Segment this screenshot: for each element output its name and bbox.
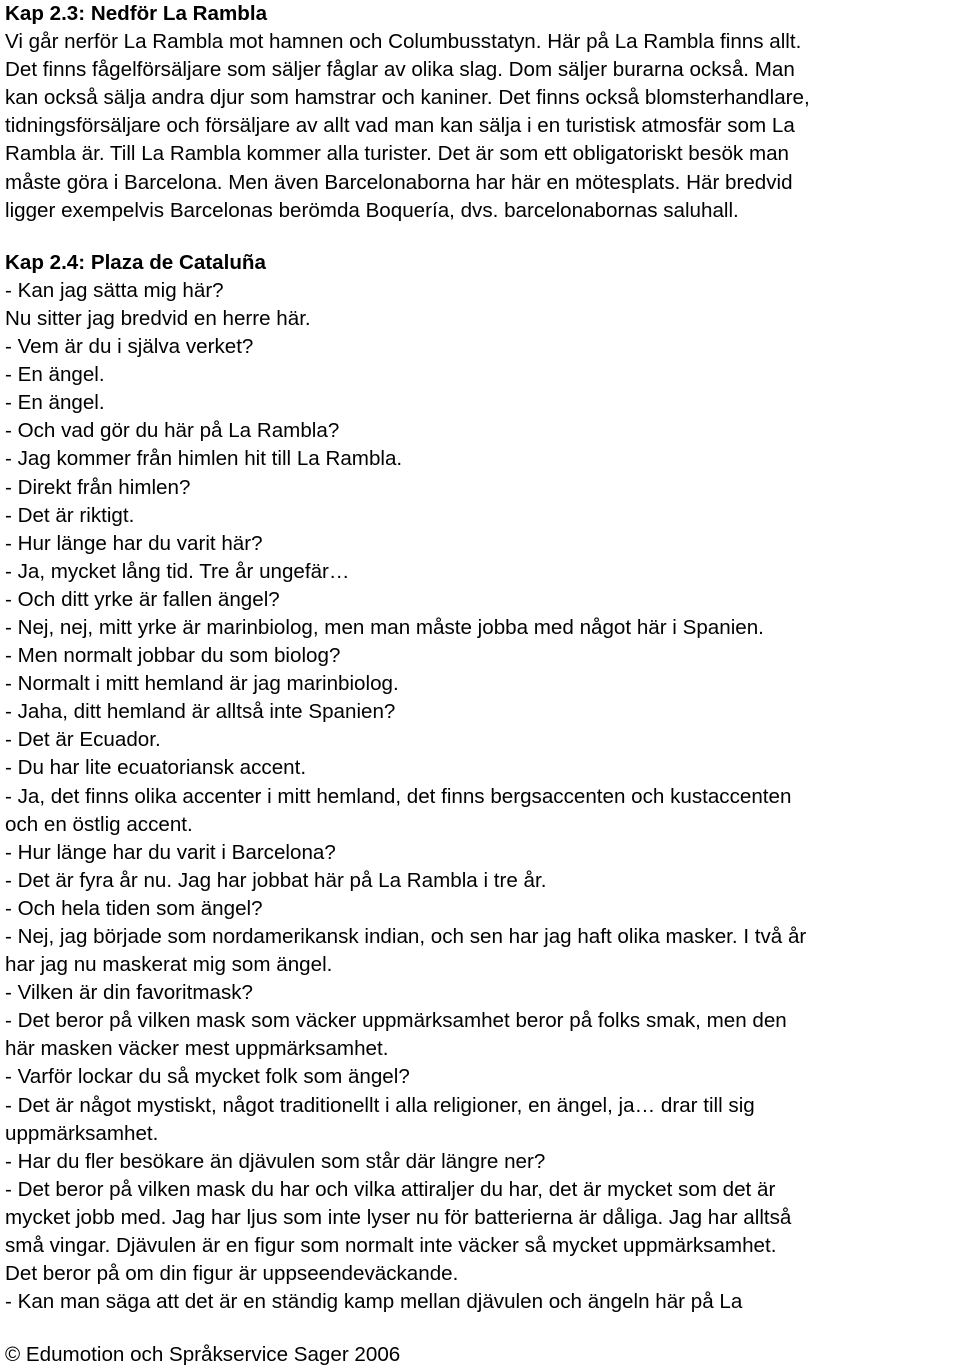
paragraph-line: Rambla är. Till La Rambla kommer alla turister. Det är som ett obligatoriskt besök man bbox=[5, 142, 790, 166]
dialogue-line: - Och vad gör du här på La Rambla? bbox=[5, 419, 340, 443]
document-page bbox=[5, 0, 955, 1316]
dialogue-line: - Du har lite ecuatoriansk accent. bbox=[5, 756, 307, 780]
dialogue-line: - Hur länge har du varit i Barcelona? bbox=[5, 840, 336, 864]
dialogue-line: - Och ditt yrke är fallen ängel? bbox=[5, 587, 280, 611]
dialogue-body-kap-2-4 bbox=[5, 277, 955, 1316]
dialogue-line: - Kan jag sätta mig här? bbox=[5, 278, 224, 302]
dialogue-line: - Det beror på vilken mask som väcker uppmärksamhet beror på folks smak, men den bbox=[5, 1009, 787, 1033]
dialogue-line: - Normalt i mitt hemland är jag marinbiolog. bbox=[5, 672, 399, 696]
paragraph-line: kan också sälja andra djur som hamstrar och kaniner. Det finns också blomsterhandlare, bbox=[5, 86, 810, 110]
dialogue-line: - Kan man säga att det är en ständig kamp mellan djävulen och ängeln här på La bbox=[5, 1290, 743, 1314]
dialogue-line: uppmärksamhet. bbox=[5, 1121, 159, 1145]
section-heading-kap-2-3: Kap 2.3: Nedför La Rambla bbox=[5, 2, 268, 25]
dialogue-line: - Jag kommer från himlen hit till La Rambla. bbox=[5, 447, 403, 471]
dialogue-line: - Ja, det finns olika accenter i mitt hemland, det finns bergsaccenten och kustaccenten bbox=[5, 784, 792, 808]
section-heading-kap-2-4: Kap 2.4: Plaza de Cataluña bbox=[5, 250, 266, 274]
dialogue-line: - Hur länge har du varit här? bbox=[5, 531, 263, 555]
dialogue-line: - Det är riktigt. bbox=[5, 503, 135, 527]
dialogue-line: - Nej, nej, mitt yrke är marinbiolog, men man måste jobba med något här i Spanien. bbox=[5, 615, 764, 639]
dialogue-line: - En ängel. bbox=[5, 363, 105, 387]
dialogue-line: här masken väcker mest uppmärksamhet. bbox=[5, 1037, 389, 1061]
dialogue-line: Det beror på om din figur är uppseendeväckande. bbox=[5, 1262, 459, 1286]
dialogue-line: små vingar. Djävulen är en figur som normalt inte väcker så mycket uppmärksamhet. bbox=[5, 1234, 777, 1258]
dialogue-line: Nu sitter jag bredvid en herre här. bbox=[5, 306, 311, 330]
dialogue-line: - Har du fler besökare än djävulen som står där längre ner? bbox=[5, 1149, 546, 1173]
dialogue-line: - Vilken är din favoritmask? bbox=[5, 981, 253, 1005]
dialogue-line: - Ja, mycket lång tid. Tre år ungefär… bbox=[5, 559, 350, 583]
dialogue-line: och en östlig accent. bbox=[5, 812, 193, 836]
section-gap bbox=[5, 225, 955, 249]
copyright-footer: © Edumotion och Språkservice Sager 2006 bbox=[5, 1343, 401, 1366]
dialogue-line: - Direkt från himlen? bbox=[5, 475, 191, 499]
dialogue-line: har jag nu maskerat mig som ängel. bbox=[5, 953, 333, 977]
dialogue-line: - Men normalt jobbar du som biolog? bbox=[5, 644, 341, 668]
dialogue-line: - Vem är du i själva verket? bbox=[5, 335, 254, 359]
dialogue-line: - Det är något mystiskt, något traditionellt i alla religioner, en ängel, ja… drar till sig bbox=[5, 1093, 755, 1117]
dialogue-line: - Varför lockar du så mycket folk som ängel? bbox=[5, 1065, 410, 1089]
paragraph-line: Vi går nerför La Rambla mot hamnen och Columbusstatyn. Här på La Rambla finns allt. bbox=[5, 30, 802, 54]
dialogue-line: - Jaha, ditt hemland är alltså inte Spanien? bbox=[5, 700, 396, 724]
section-body-kap-2-3 bbox=[5, 28, 955, 225]
dialogue-line: mycket jobb med. Jag har ljus som inte lyser nu för batterierna är dåliga. Jag har alltså bbox=[5, 1205, 792, 1229]
paragraph-line: tidningsförsäljare och försäljare av allt vad man kan sälja i en turistisk atmosfär som La bbox=[5, 114, 795, 138]
dialogue-line: - Det är fyra år nu. Jag har jobbat här på La Rambla i tre år. bbox=[5, 868, 547, 892]
paragraph-line: måste göra i Barcelona. Men även Barcelonaborna har här en mötesplats. Här bredvid bbox=[5, 170, 793, 194]
dialogue-line: - Det beror på vilken mask du har och vilka attiraljer du har, det är mycket som det är bbox=[5, 1177, 776, 1201]
dialogue-line: - Nej, jag började som nordamerikansk indian, och sen har jag haft olika masker. I två år bbox=[5, 925, 807, 948]
paragraph-line: Det finns fågelförsäljare som säljer fåglar av olika slag. Dom säljer burarna också. Man bbox=[5, 58, 795, 82]
dialogue-line: - En ängel. bbox=[5, 391, 105, 415]
paragraph-line: ligger exempelvis Barcelonas berömda Boquería, dvs. barcelonabornas saluhall. bbox=[5, 198, 739, 222]
dialogue-line: - Och hela tiden som ängel? bbox=[5, 896, 263, 920]
dialogue-line: - Det är Ecuador. bbox=[5, 728, 161, 752]
